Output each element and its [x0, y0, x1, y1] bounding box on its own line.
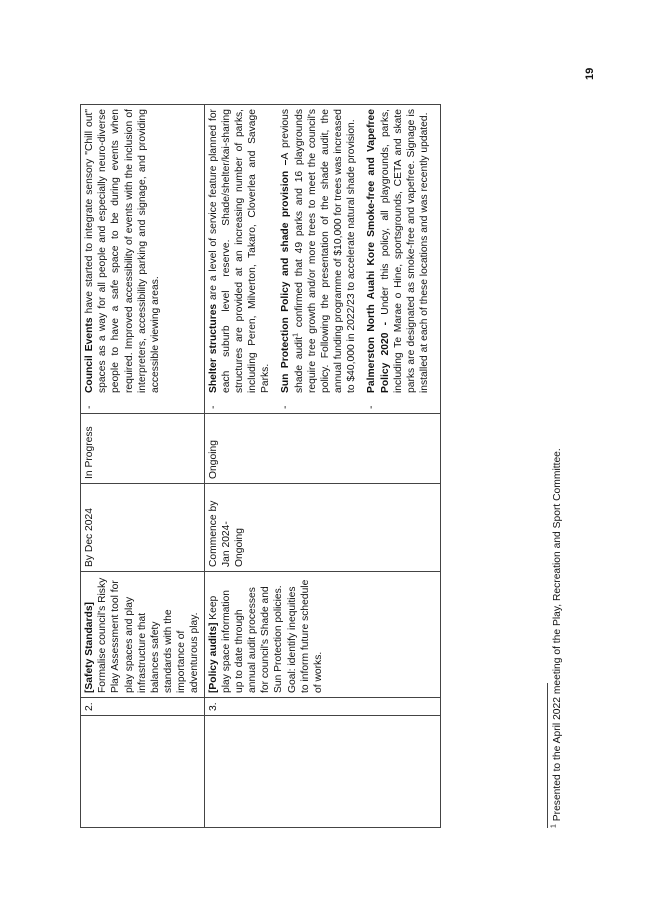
progress-text-continued: confirmed that 49 parks and 16 playgrounds require tree growth and/or more trees to meet the council's policy. Following the presentation of the shade audit, the annual funding programme of $10,000 for trees was increased to $40,000 in 2022/23 to accelerate natural shade provision. — [293, 108, 358, 393]
progress-item — [279, 109, 358, 409]
footnote — [552, 448, 563, 828]
progress-title: Sun Protection Policy and shade provision – — [280, 159, 292, 393]
footnote-reference: 1 — [292, 332, 300, 337]
progress-text: A previous shade audit — [280, 109, 305, 393]
progress-cell — [81, 105, 205, 414]
task-cell — [204, 572, 441, 698]
progress-item — [207, 109, 273, 409]
progress-text: are a level of service feature planned for each suburb level reserve. Shade/shelter/kai-sharing structures are provided at an increasing number of parks, including Peren, Milverton, Takaro, Cloverlea and Savage Parks. — [207, 109, 272, 393]
footnote-text: Presented to the April 2022 meeting of the Play, Recreation and Sport Committee. — [552, 448, 563, 825]
blank-cell — [81, 716, 205, 828]
status-cell: In Progress — [81, 414, 205, 484]
progress-text: have started to integrate sensory "Chill out" spaces as a way for all people and especially neuro-diverse people to have a safe space to be during events when required. Improved accessibility of events with the inclusion of interpreters, accessibility parking and signage, and providing accessible viewing areas. — [84, 109, 161, 393]
progress-item — [365, 109, 431, 409]
status-cell: Ongoing — [204, 414, 441, 484]
dash-bullet: - — [207, 405, 219, 409]
progress-text: Under this policy, all playgrounds, parks, including Te Marae o Hine, sportsgrounds, CETA and skate parks are designated as smoke-free and vapefree. Signage is installed at each of these locations and was recently updated. — [379, 108, 431, 393]
progress-title: Shelter structures — [207, 303, 219, 393]
task-cell — [81, 572, 205, 698]
progress-title: Palmerston North Auahi Kore Smoke-free and Vapefree Policy 2020 - — [366, 109, 391, 393]
task-text: Formalise council's Risky Play Assessment tool for play spaces and play infrastructure that balances safety standards with the importance of adventurous play. — [97, 577, 201, 693]
task-title: [Policy audits] — [207, 622, 219, 693]
progress-title: Council Events — [84, 317, 95, 393]
action-plan-table — [80, 104, 441, 828]
footnote-divider — [547, 683, 548, 828]
blank-cell — [204, 716, 441, 828]
dash-bullet: - — [84, 405, 95, 409]
row-number: 2. — [81, 698, 205, 716]
dash-bullet: - — [366, 405, 378, 409]
timeframe-cell: By Dec 2024 — [81, 484, 205, 572]
progress-item — [83, 109, 162, 409]
dash-bullet: - — [280, 405, 292, 409]
page-number: 19 — [584, 67, 596, 80]
timeframe-cell: Commence by Jan 2024- Ongoing — [204, 484, 441, 572]
progress-cell — [204, 105, 441, 414]
footnote-marker: 1 — [550, 824, 558, 828]
table-row — [204, 105, 441, 828]
task-text: Keep play space information up to date through annual audit processes for council's Shade and Sun Protection policies. Goal: identify inequities to inform future schedule of works. — [207, 579, 324, 693]
table-row — [81, 105, 205, 828]
task-title: [Safety Standards] — [84, 602, 95, 693]
row-number: 3. — [204, 698, 441, 716]
